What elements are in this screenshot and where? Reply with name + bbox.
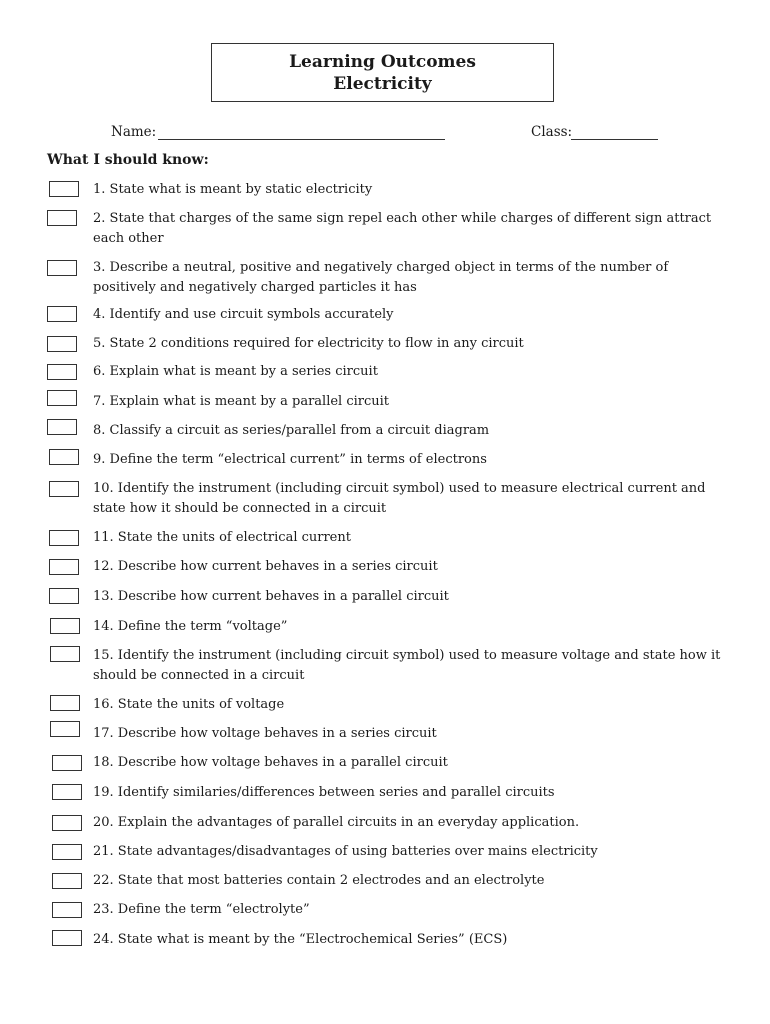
outcome-text: 5. State 2 conditions required for electricity to flow in any circuit [93, 336, 524, 351]
page-subtitle: Electricity [333, 73, 432, 94]
outcome-text: 9. Define the term “electrical current” in terms of electrons [93, 452, 487, 467]
outcome-checkbox[interactable] [47, 364, 77, 380]
outcome-checkbox[interactable] [47, 419, 77, 435]
outcome-text: 6. Explain what is meant by a series circuit [93, 364, 378, 379]
outcome-text: 24. State what is meant by the “Electrochemical Series” (ECS) [93, 932, 508, 947]
name-field[interactable] [158, 139, 445, 140]
outcome-text: 22. State that most batteries contain 2 electrodes and an electrolyte [93, 873, 545, 888]
outcome-text: 21. State advantages/disadvantages of using batteries over mains electricity [93, 844, 598, 859]
outcome-checkbox[interactable] [50, 618, 80, 634]
outcome-text: 15. Identify the instrument (including circuit symbol) used to measure voltage and state how it should be connected in a circuit [93, 648, 721, 683]
outcome-checkbox[interactable] [52, 930, 82, 946]
title-box [211, 43, 554, 102]
outcome-text: 23. Define the term “electrolyte” [93, 902, 310, 917]
outcome-checkbox[interactable] [49, 588, 79, 604]
outcome-text: 10. Identify the instrument (including circuit symbol) used to measure electrical current and state how it should be connected in a circuit [93, 481, 706, 516]
outcome-text: 13. Describe how current behaves in a parallel circuit [93, 589, 449, 604]
outcome-checkbox[interactable] [47, 260, 77, 276]
outcome-checkbox[interactable] [49, 559, 79, 575]
section-heading: What I should know: [47, 152, 209, 168]
outcome-text: 4. Identify and use circuit symbols accurately [93, 307, 394, 322]
class-label: Class: [531, 124, 573, 140]
outcome-text: 18. Describe how voltage behaves in a parallel circuit [93, 755, 448, 770]
outcome-checkbox[interactable] [52, 784, 82, 800]
outcome-checkbox[interactable] [49, 530, 79, 546]
outcome-checkbox[interactable] [52, 815, 82, 831]
outcome-checkbox[interactable] [47, 210, 77, 226]
outcome-text: 12. Describe how current behaves in a series circuit [93, 559, 438, 574]
outcome-checkbox[interactable] [49, 449, 79, 465]
outcome-text: 17. Describe how voltage behaves in a series circuit [93, 726, 437, 741]
outcome-text: 1. State what is meant by static electricity [93, 182, 373, 197]
outcome-text: 14. Define the term “voltage” [93, 619, 288, 634]
page-title: Learning Outcomes [289, 51, 476, 72]
class-field[interactable] [571, 139, 658, 140]
outcome-checkbox[interactable] [52, 844, 82, 860]
outcome-text: 7. Explain what is meant by a parallel circuit [93, 394, 390, 409]
outcome-checkbox[interactable] [52, 902, 82, 918]
outcome-checkbox[interactable] [50, 646, 80, 662]
outcome-text: 8. Classify a circuit as series/parallel from a circuit diagram [93, 423, 490, 438]
outcome-checkbox[interactable] [50, 695, 80, 711]
outcome-text: 16. State the units of voltage [93, 697, 285, 712]
outcome-checkbox[interactable] [49, 181, 79, 197]
outcome-checkbox[interactable] [47, 390, 77, 406]
name-label: Name: [111, 124, 157, 140]
outcome-checkbox[interactable] [52, 755, 82, 771]
outcome-text: 11. State the units of electrical current [93, 530, 351, 545]
outcome-text: 20. Explain the advantages of parallel circuits in an everyday application. [93, 815, 580, 830]
outcome-checkbox[interactable] [47, 336, 77, 352]
outcome-checkbox[interactable] [49, 481, 79, 497]
outcome-checkbox[interactable] [47, 306, 77, 322]
outcome-text: 2. State that charges of the same sign repel each other while charges of different sign attract each other [93, 211, 712, 246]
outcome-checkbox[interactable] [52, 873, 82, 889]
outcome-text: 3. Describe a neutral, positive and negatively charged object in terms of the number of positively and negatively charged particles it has [93, 260, 669, 295]
outcome-checkbox[interactable] [50, 721, 80, 737]
outcome-text: 19. Identify similaries/differences between series and parallel circuits [93, 785, 555, 800]
